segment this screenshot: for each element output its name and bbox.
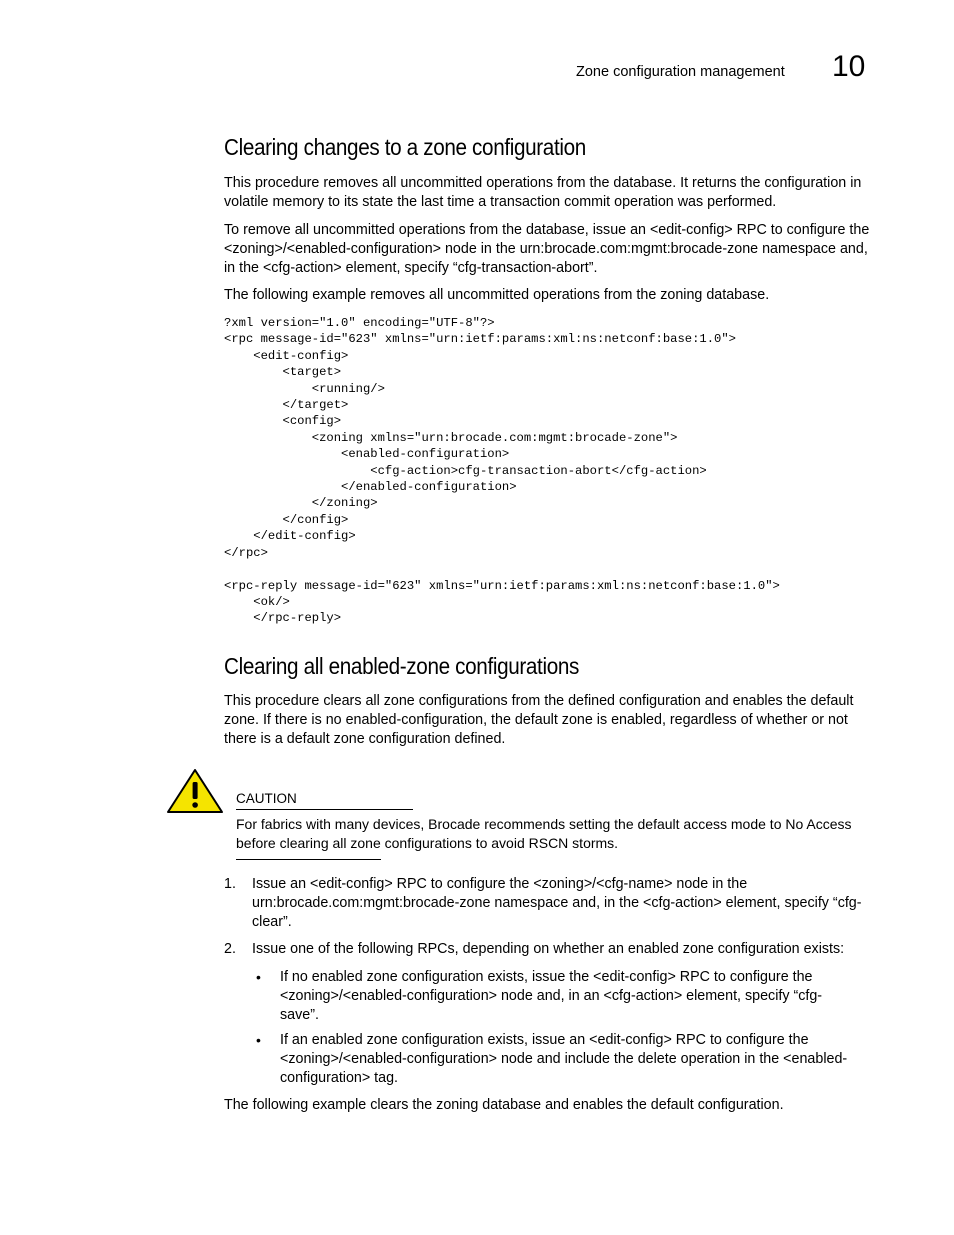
paragraph: The following example removes all uncommitted operations from the zoning database. (224, 287, 770, 303)
section-heading-clearing-changes: Clearing changes to a zone configuration (224, 134, 586, 160)
caution-text: For fabrics with many devices, Brocade recommends setting the default access mode to No Access before clearing all zone configurations to avoid RSCN storms. (236, 816, 852, 851)
step-number: 2. (224, 941, 236, 957)
paragraph: The following example clears the zoning database and enables the default configuration. (224, 1097, 784, 1113)
bullet-text: If an enabled zone configuration exists, issue an <edit-config> RPC to configure the <zoning>/<enabled-configuration> node and include the delete operation in the <enabled-configuration> tag. (280, 1032, 848, 1086)
step-text: Issue one of the following RPCs, depending on whether an enabled zone configuration exists: (252, 941, 845, 957)
code-example-rpc-abort: ?xml version="1.0" encoding="UTF-8"?> <rpc message-id="623" xmlns="urn:ietf:params:xml:ns:netconf:base:1.0"> <edit-config> <target> <running/> </target> <config> <zoning xmlns="urn:brocade.com:mgmt:brocade-zone"> <enabled-configuration> <cfg-action>cfg-transaction-abort</cfg-action> </enabled-configuration> </zoning> </config> </edit-config> </rpc> <rpc-reply message-id="623" xmlns="urn:ietf:params:xml:ns:netconf:base:1.0"> <ok/> </rpc-reply> (224, 316, 780, 626)
caution-rule-bottom (236, 859, 381, 860)
bullet-icon: • (256, 1032, 261, 1048)
chapter-number: 10 (832, 50, 866, 83)
paragraph: This procedure removes all uncommitted operations from the database. It returns the configuration in volatile memory to its state the last time a transaction commit operation was performed. (224, 175, 862, 210)
bullet-text: If no enabled zone configuration exists, issue the <edit-config> RPC to configure the <zoning>/<enabled-configuration> node and, in an <cfg-action> element, specify “cfg-save”. (280, 969, 823, 1023)
paragraph: This procedure clears all zone configurations from the defined configuration and enables the default zone. If there is no enabled-configuration, the default zone is enabled, regardless of whether or not there is a default zone configuration defined. (224, 693, 854, 747)
step-text: Issue an <edit-config> RPC to configure the <zoning>/<cfg-name> node in the urn:brocade.com:mgmt:brocade-zone namespace and, in the <cfg-action> element, specify “cfg-clear”. (252, 876, 862, 930)
caution-label: CAUTION (236, 791, 297, 806)
running-header-title: Zone configuration management (576, 64, 785, 80)
caution-rule-top (236, 809, 413, 810)
bullet-icon: • (256, 969, 261, 985)
step-number: 1. (224, 876, 236, 892)
warning-triangle-icon (166, 768, 224, 814)
paragraph: To remove all uncommitted operations from the database, issue an <edit-config> RPC to configure the <zoning>/<enabled-configuration> node in the urn:brocade.com:mgmt:brocade-zone namespace and, in the <cfg-action> element, specify “cfg-transaction-abort”. (224, 222, 870, 276)
section-heading-clearing-enabled-zone: Clearing all enabled-zone configurations (224, 653, 579, 679)
